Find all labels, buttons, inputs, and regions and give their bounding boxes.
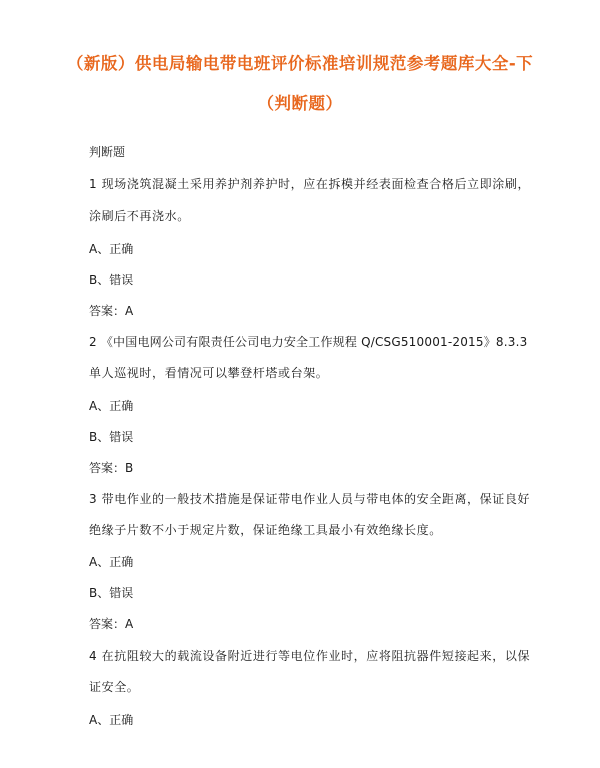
question-3-option-b: B、错误	[89, 586, 134, 600]
section-label: 判断题	[89, 145, 126, 159]
question-1-stem-line-1: 1 现场浇筑混凝土采用养护剂养护时，应在拆模并经表面检查合格后立即涂刷，	[89, 177, 531, 191]
question-4-option-a: A、正确	[89, 713, 134, 727]
document-title: （新版）供电局输电带电班评价标准培训规范参考题库大全-下	[66, 54, 534, 73]
question-4-stem-line-2: 证安全。	[89, 680, 140, 694]
question-3-stem-line-2: 绝缘子片数不小于规定片数，保证绝缘工具最小有效绝缘长度。	[89, 523, 442, 537]
question-3-stem-line-1: 3 带电作业的一般技术措施是保证带电作业人员与带电体的安全距离，保证良好	[89, 492, 531, 506]
question-1-answer: 答案：A	[89, 304, 134, 318]
question-1-stem-line-2: 涂刷后不再浇水。	[89, 209, 190, 223]
question-2-stem-line-2: 单人巡视时，看情况可以攀登杆塔或台架。	[89, 366, 329, 380]
question-3-option-a: A、正确	[89, 555, 134, 569]
question-1-option-b: B、错误	[89, 273, 134, 287]
question-4-stem-line-1: 4 在抗阻较大的载流设备附近进行等电位作业时，应将阻抗器件短接起来，以保	[89, 649, 531, 663]
question-3-answer: 答案：A	[89, 617, 134, 631]
question-2-option-b: B、错误	[89, 430, 134, 444]
document-subtitle: （判断题）	[257, 94, 343, 113]
question-1-option-a: A、正确	[89, 242, 134, 256]
question-2-option-a: A、正确	[89, 399, 134, 413]
question-2-answer: 答案：B	[89, 461, 134, 475]
question-2-stem-line-1: 2 《中国电网公司有限责任公司电力安全工作规程 Q/CSG510001-2015》8.3.3	[89, 335, 528, 349]
